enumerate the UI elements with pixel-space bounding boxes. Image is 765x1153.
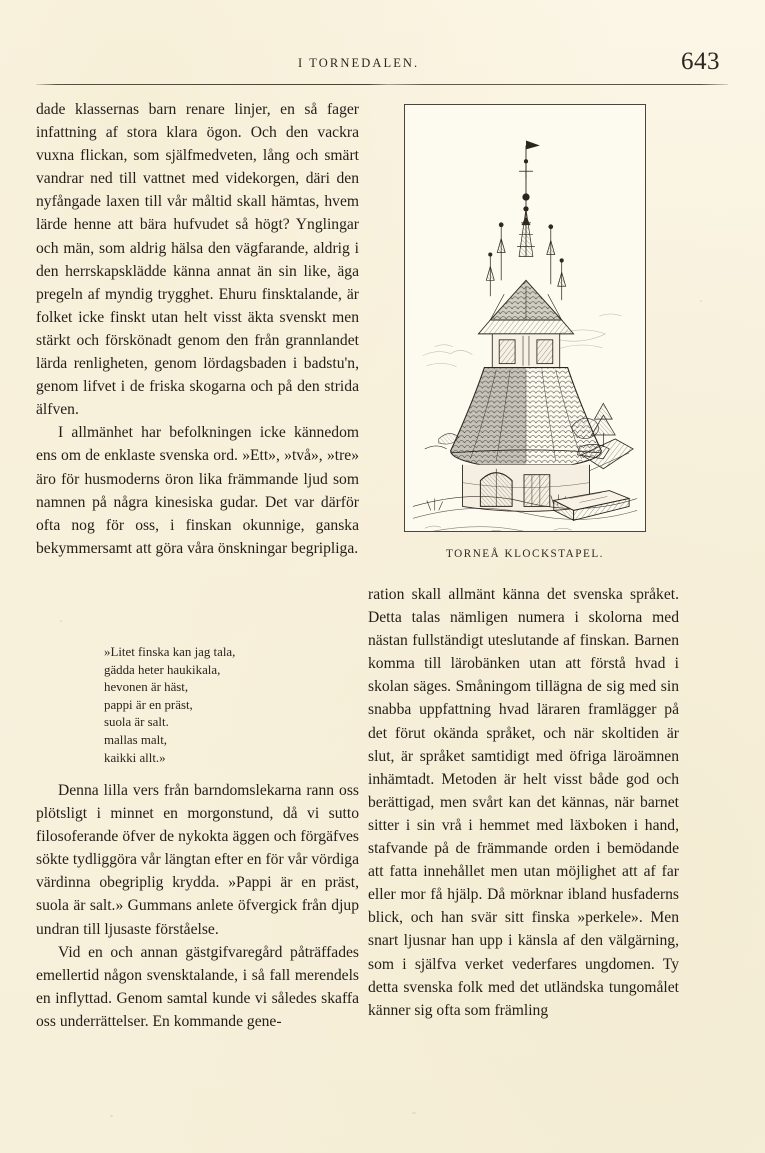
verse-line: hevonen är häst, (104, 680, 189, 695)
paragraph: ration skall allmänt känna det svenska språket. Detta talas nämligen numera i skolorna med nästan fullständigt uteslutande af finskan. Barnen komma till lärobänken utan att förstå hvad i skolan säges. Småningom tillägna de sig med sin snabba uppfattning hvad läraren framlägger på det förut okända språket, och när skoltiden är slut, är språket samtidigt med öfriga läroämnen inhämtadt. Metoden är helt visst både god och berättigad, men svårt kan det kännas, när barnet sitter i sin vrå i hemmet med läxboken i hand, stafvande på de främmande orden i bemödande att fatta innehållet men utan möjlighet att af far eller mor få hjälp. Då mörknar ibland husfaderns blick, och han svär sitt finska »perkele». Men snart ljusnar han upp i känsla af den välgärning, som i själfva verket vederfares ungdomen. Ty detta svenska folk med det utländska tungomålet känner sig ofta som främling (368, 586, 679, 1019)
header-rule (36, 84, 728, 85)
verse-line: »Litet finska kan jag tala, (104, 645, 236, 659)
text-column-right (368, 583, 679, 1022)
text-column-left-lower (36, 779, 359, 1033)
paragraph: I allmänhet har befolkningen icke kännedom ens om de enklaste svenska ord. »Ett», »två», »tre» äro för husmoderns öron lika främmande ljud som namnen på några kinesiska gudar. Det var därför ofta nog för oss, i finskan okunnige, ganska bekymmersamt att göra våra önskningar begripliga. (36, 424, 359, 557)
verse-line: suola är salt. (104, 715, 169, 730)
paper-speck (700, 300, 702, 302)
verse-line: gädda heter haukikala, (104, 662, 221, 677)
paragraph: Vid en och annan gästgifvaregård påträffades emellertid någon svensktalande, i så fall merendels en inflyttad. Genom samtal kunde vi således skaffa oss underrättelser. En kommande gene- (36, 943, 359, 1030)
bell-tower-engraving-icon (405, 105, 645, 531)
illustration (404, 104, 646, 532)
running-head-title: I TORNEDALEN. (298, 56, 420, 70)
paragraph: Denna lilla vers från barndomslekarna rann oss plötsligt i minnet en morgonstund, då vi sutto filosoferande öfver de nykokta äggen och förgäfves sökte tydliggöra vår längtan efter en för vår vördiga värdinna obegriplig krydda. »Pappi är en präst, suola är salt.» Gummans anlete öfvergick från djup undran till ljusaste förståelse. (36, 782, 360, 938)
text-column-left (36, 98, 359, 560)
verse-line: mallas malt, (104, 732, 168, 747)
paper-speck (60, 620, 62, 622)
paper-speck (412, 1112, 416, 1114)
verse-line: pappi är en präst, (104, 697, 193, 712)
paragraph: dade klassernas barn renare linjer, en så fager infattning af stora klara ögon. Och den vackra vuxna flickan, som själfmedveten, lång och smärt vandrar ned till vattnet med videkorgen, däri den nyfångade laxen till vår måltid skall hämtas, hvem lärde henne att bära hufvudet så högt? Ynglingar och män, som aldrig hälsa den vägfarande, aldrig i den herrskapsklädde känna annat än sin like, äga pregeln af myndig trygghet. Ehuru finsktalande, är folket icke finskt utan helt visst äkta svenskt men stärkt och förskönadt genom den från grannlandet lärda renligheten, genom lördagsbaden i badstu'n, genom lifvet i de friska skogarna och på den strida älfven. (36, 101, 359, 419)
verse-line: kaikki allt.» (104, 750, 166, 765)
page-number: 643 (681, 48, 720, 75)
illustration-frame (404, 104, 646, 532)
illustration-caption: TORNEÅ KLOCKSTAPEL. (446, 548, 604, 560)
verse-block (104, 644, 354, 767)
running-head (38, 48, 728, 80)
paper-speck (110, 1115, 113, 1117)
